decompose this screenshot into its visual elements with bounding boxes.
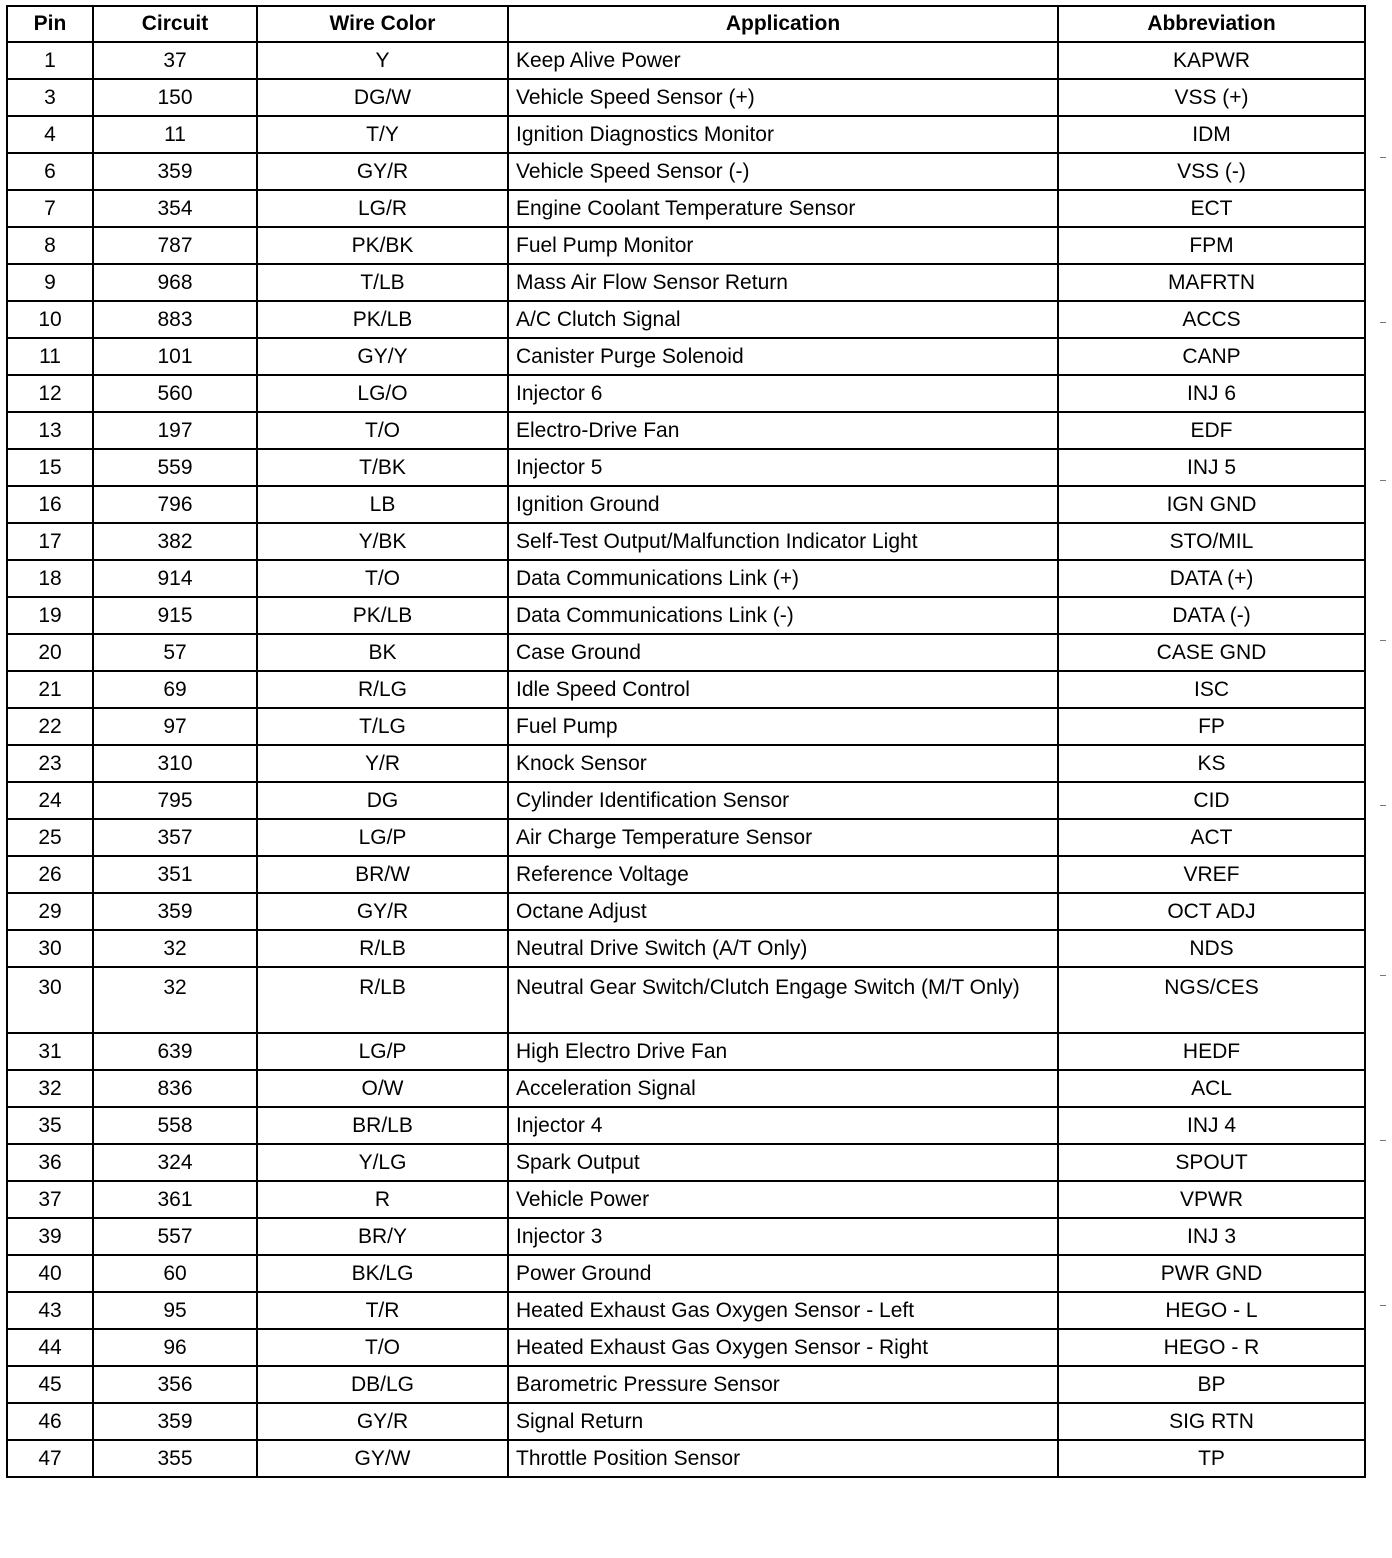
cell-application: Vehicle Speed Sensor (+) [508,79,1058,116]
cell-abbreviation: ACL [1058,1070,1365,1107]
cell-abbreviation: VSS (+) [1058,79,1365,116]
cell-circuit: 558 [93,1107,257,1144]
table-row [7,708,1365,745]
cell-abbreviation: EDF [1058,412,1365,449]
cell-pin: 29 [7,893,93,930]
cell-application: High Electro Drive Fan [508,1033,1058,1070]
cell-circuit: 796 [93,486,257,523]
cell-application: Canister Purge Solenoid [508,338,1058,375]
cell-application: Acceleration Signal [508,1070,1058,1107]
cell-application: Fuel Pump [508,708,1058,745]
table-row [7,1403,1365,1440]
cell-wire-color: T/O [257,1329,508,1366]
cell-application: A/C Clutch Signal [508,301,1058,338]
cell-application: Vehicle Speed Sensor (-) [508,153,1058,190]
cell-application: Vehicle Power [508,1181,1058,1218]
cell-circuit: 359 [93,893,257,930]
cell-pin: 23 [7,745,93,782]
cell-application: Electro-Drive Fan [508,412,1058,449]
cell-wire-color: LB [257,486,508,523]
cell-application: Neutral Drive Switch (A/T Only) [508,930,1058,967]
cell-pin: 25 [7,819,93,856]
cell-application: Knock Sensor [508,745,1058,782]
table-row [7,116,1365,153]
cell-pin: 20 [7,634,93,671]
table-row [7,375,1365,412]
cell-circuit: 914 [93,560,257,597]
cell-abbreviation: INJ 5 [1058,449,1365,486]
cell-wire-color: BR/Y [257,1218,508,1255]
table-row [7,893,1365,930]
cell-application: Injector 4 [508,1107,1058,1144]
cell-circuit: 883 [93,301,257,338]
cell-pin: 35 [7,1107,93,1144]
cell-circuit: 32 [93,967,257,1033]
cell-wire-color: LG/R [257,190,508,227]
cell-pin: 8 [7,227,93,264]
cell-circuit: 11 [93,116,257,153]
cell-application: Barometric Pressure Sensor [508,1366,1058,1403]
cell-pin: 36 [7,1144,93,1181]
header-application: Application [508,6,1058,42]
table-row [7,1329,1365,1366]
table-header-row [7,6,1365,42]
cell-circuit: 32 [93,930,257,967]
edge-tick-mark [1380,322,1386,323]
table-row [7,560,1365,597]
table-row [7,338,1365,375]
table-row [7,1440,1365,1477]
cell-wire-color: T/BK [257,449,508,486]
cell-pin: 40 [7,1255,93,1292]
table-row [7,1366,1365,1403]
table-row [7,1218,1365,1255]
cell-wire-color: T/LB [257,264,508,301]
table-row [7,930,1365,967]
cell-pin: 19 [7,597,93,634]
cell-wire-color: R/LB [257,930,508,967]
cell-abbreviation: HEGO - R [1058,1329,1365,1366]
table-row [7,264,1365,301]
cell-abbreviation: SIG RTN [1058,1403,1365,1440]
cell-wire-color: T/O [257,412,508,449]
cell-wire-color: GY/R [257,153,508,190]
cell-pin: 21 [7,671,93,708]
table-row [7,782,1365,819]
cell-application: Injector 6 [508,375,1058,412]
edge-tick-mark [1380,640,1386,641]
header-abbreviation: Abbreviation [1058,6,1365,42]
cell-abbreviation: INJ 4 [1058,1107,1365,1144]
cell-pin: 18 [7,560,93,597]
cell-abbreviation: ACT [1058,819,1365,856]
cell-abbreviation: ECT [1058,190,1365,227]
cell-circuit: 915 [93,597,257,634]
cell-circuit: 95 [93,1292,257,1329]
cell-abbreviation: STO/MIL [1058,523,1365,560]
cell-abbreviation: NDS [1058,930,1365,967]
cell-abbreviation: VPWR [1058,1181,1365,1218]
table-row [7,597,1365,634]
cell-abbreviation: IGN GND [1058,486,1365,523]
table-row [7,671,1365,708]
edge-tick-mark [1380,1140,1386,1141]
cell-pin: 16 [7,486,93,523]
cell-application: Heated Exhaust Gas Oxygen Sensor - Right [508,1329,1058,1366]
cell-wire-color: T/O [257,560,508,597]
cell-circuit: 836 [93,1070,257,1107]
table-row [7,412,1365,449]
cell-wire-color: PK/LB [257,301,508,338]
cell-application: Mass Air Flow Sensor Return [508,264,1058,301]
cell-application: Cylinder Identification Sensor [508,782,1058,819]
cell-abbreviation: NGS/CES [1058,967,1365,1033]
cell-wire-color: BK/LG [257,1255,508,1292]
cell-circuit: 101 [93,338,257,375]
cell-abbreviation: TP [1058,1440,1365,1477]
cell-abbreviation: INJ 3 [1058,1218,1365,1255]
edge-tick-mark [1380,480,1386,481]
cell-circuit: 559 [93,449,257,486]
cell-pin: 32 [7,1070,93,1107]
cell-pin: 3 [7,79,93,116]
cell-pin: 15 [7,449,93,486]
table-row [7,1070,1365,1107]
cell-wire-color: BK [257,634,508,671]
cell-circuit: 356 [93,1366,257,1403]
cell-abbreviation: BP [1058,1366,1365,1403]
cell-circuit: 968 [93,264,257,301]
edge-tick-mark [1380,805,1386,806]
cell-pin: 43 [7,1292,93,1329]
table-row [7,523,1365,560]
table-row [7,301,1365,338]
cell-circuit: 354 [93,190,257,227]
table-row [7,745,1365,782]
cell-wire-color: LG/P [257,819,508,856]
cell-wire-color: Y [257,42,508,79]
header-wire-color: Wire Color [257,6,508,42]
cell-pin: 47 [7,1440,93,1477]
cell-abbreviation: ACCS [1058,301,1365,338]
cell-pin: 13 [7,412,93,449]
pin-assignment-table [6,5,1366,1478]
cell-abbreviation: KAPWR [1058,42,1365,79]
cell-wire-color: R [257,1181,508,1218]
table-row [7,967,1365,1033]
cell-wire-color: LG/O [257,375,508,412]
cell-pin: 24 [7,782,93,819]
cell-pin: 12 [7,375,93,412]
cell-application: Heated Exhaust Gas Oxygen Sensor - Left [508,1292,1058,1329]
cell-application: Air Charge Temperature Sensor [508,819,1058,856]
cell-circuit: 355 [93,1440,257,1477]
cell-application: Self-Test Output/Malfunction Indicator Light [508,523,1058,560]
cell-circuit: 361 [93,1181,257,1218]
cell-circuit: 310 [93,745,257,782]
cell-application: Neutral Gear Switch/Clutch Engage Switch (M/T Only) [508,967,1058,1033]
cell-circuit: 69 [93,671,257,708]
cell-wire-color: DG/W [257,79,508,116]
cell-circuit: 97 [93,708,257,745]
cell-pin: 6 [7,153,93,190]
cell-application: Data Communications Link (+) [508,560,1058,597]
cell-abbreviation: CID [1058,782,1365,819]
cell-pin: 26 [7,856,93,893]
cell-pin: 1 [7,42,93,79]
cell-application: Ignition Diagnostics Monitor [508,116,1058,153]
cell-abbreviation: INJ 6 [1058,375,1365,412]
cell-pin: 46 [7,1403,93,1440]
cell-pin: 31 [7,1033,93,1070]
table-row [7,1033,1365,1070]
cell-pin: 39 [7,1218,93,1255]
cell-wire-color: Y/LG [257,1144,508,1181]
cell-wire-color: O/W [257,1070,508,1107]
table-row [7,190,1365,227]
cell-abbreviation: ISC [1058,671,1365,708]
cell-wire-color: LG/P [257,1033,508,1070]
cell-pin: 10 [7,301,93,338]
table-row [7,153,1365,190]
cell-application: Engine Coolant Temperature Sensor [508,190,1058,227]
cell-application: Keep Alive Power [508,42,1058,79]
cell-application: Injector 5 [508,449,1058,486]
cell-pin: 30 [7,930,93,967]
table-row [7,819,1365,856]
cell-circuit: 351 [93,856,257,893]
cell-application: Spark Output [508,1144,1058,1181]
cell-wire-color: BR/W [257,856,508,893]
edge-tick-mark [1380,157,1386,158]
cell-pin: 7 [7,190,93,227]
cell-wire-color: PK/BK [257,227,508,264]
cell-application: Injector 3 [508,1218,1058,1255]
cell-pin: 11 [7,338,93,375]
cell-pin: 45 [7,1366,93,1403]
cell-circuit: 359 [93,1403,257,1440]
cell-pin: 17 [7,523,93,560]
table-row [7,449,1365,486]
cell-wire-color: Y/BK [257,523,508,560]
cell-circuit: 150 [93,79,257,116]
cell-application: Throttle Position Sensor [508,1440,1058,1477]
cell-wire-color: GY/Y [257,338,508,375]
cell-application: Data Communications Link (-) [508,597,1058,634]
cell-circuit: 197 [93,412,257,449]
edge-tick-mark [1380,1305,1386,1306]
cell-circuit: 324 [93,1144,257,1181]
cell-wire-color: PK/LB [257,597,508,634]
cell-application: Power Ground [508,1255,1058,1292]
cell-wire-color: R/LG [257,671,508,708]
cell-abbreviation: SPOUT [1058,1144,1365,1181]
cell-abbreviation: HEGO - L [1058,1292,1365,1329]
cell-circuit: 557 [93,1218,257,1255]
cell-circuit: 57 [93,634,257,671]
cell-wire-color: T/LG [257,708,508,745]
cell-abbreviation: VSS (-) [1058,153,1365,190]
cell-abbreviation: PWR GND [1058,1255,1365,1292]
cell-circuit: 60 [93,1255,257,1292]
cell-circuit: 37 [93,42,257,79]
cell-wire-color: T/R [257,1292,508,1329]
cell-application: Fuel Pump Monitor [508,227,1058,264]
cell-circuit: 560 [93,375,257,412]
table-row [7,634,1365,671]
cell-abbreviation: MAFRTN [1058,264,1365,301]
cell-pin: 22 [7,708,93,745]
cell-circuit: 382 [93,523,257,560]
table-row [7,1292,1365,1329]
table-row [7,1255,1365,1292]
table-row [7,1181,1365,1218]
cell-abbreviation: KS [1058,745,1365,782]
table-row [7,856,1365,893]
cell-abbreviation: DATA (+) [1058,560,1365,597]
table-row [7,1144,1365,1181]
header-circuit: Circuit [93,6,257,42]
cell-wire-color: GY/W [257,1440,508,1477]
edge-tick-mark [1380,975,1386,976]
cell-pin: 30 [7,967,93,1033]
cell-abbreviation: HEDF [1058,1033,1365,1070]
table-row [7,79,1365,116]
cell-wire-color: GY/R [257,1403,508,1440]
cell-application: Octane Adjust [508,893,1058,930]
cell-application: Case Ground [508,634,1058,671]
cell-wire-color: DG [257,782,508,819]
cell-application: Ignition Ground [508,486,1058,523]
cell-wire-color: Y/R [257,745,508,782]
cell-circuit: 357 [93,819,257,856]
cell-application: Signal Return [508,1403,1058,1440]
cell-abbreviation: IDM [1058,116,1365,153]
cell-abbreviation: CASE GND [1058,634,1365,671]
cell-circuit: 639 [93,1033,257,1070]
cell-abbreviation: DATA (-) [1058,597,1365,634]
cell-wire-color: BR/LB [257,1107,508,1144]
table-row [7,1107,1365,1144]
cell-pin: 9 [7,264,93,301]
cell-circuit: 96 [93,1329,257,1366]
cell-pin: 37 [7,1181,93,1218]
cell-wire-color: DB/LG [257,1366,508,1403]
cell-abbreviation: FPM [1058,227,1365,264]
header-pin: Pin [7,6,93,42]
cell-abbreviation: FP [1058,708,1365,745]
cell-application: Reference Voltage [508,856,1058,893]
table-row [7,42,1365,79]
cell-wire-color: GY/R [257,893,508,930]
table-row [7,486,1365,523]
cell-application: Idle Speed Control [508,671,1058,708]
cell-pin: 4 [7,116,93,153]
cell-abbreviation: CANP [1058,338,1365,375]
table-row [7,227,1365,264]
cell-abbreviation: OCT ADJ [1058,893,1365,930]
cell-wire-color: R/LB [257,967,508,1033]
cell-pin: 44 [7,1329,93,1366]
cell-circuit: 787 [93,227,257,264]
cell-abbreviation: VREF [1058,856,1365,893]
cell-wire-color: T/Y [257,116,508,153]
cell-circuit: 359 [93,153,257,190]
cell-circuit: 795 [93,782,257,819]
